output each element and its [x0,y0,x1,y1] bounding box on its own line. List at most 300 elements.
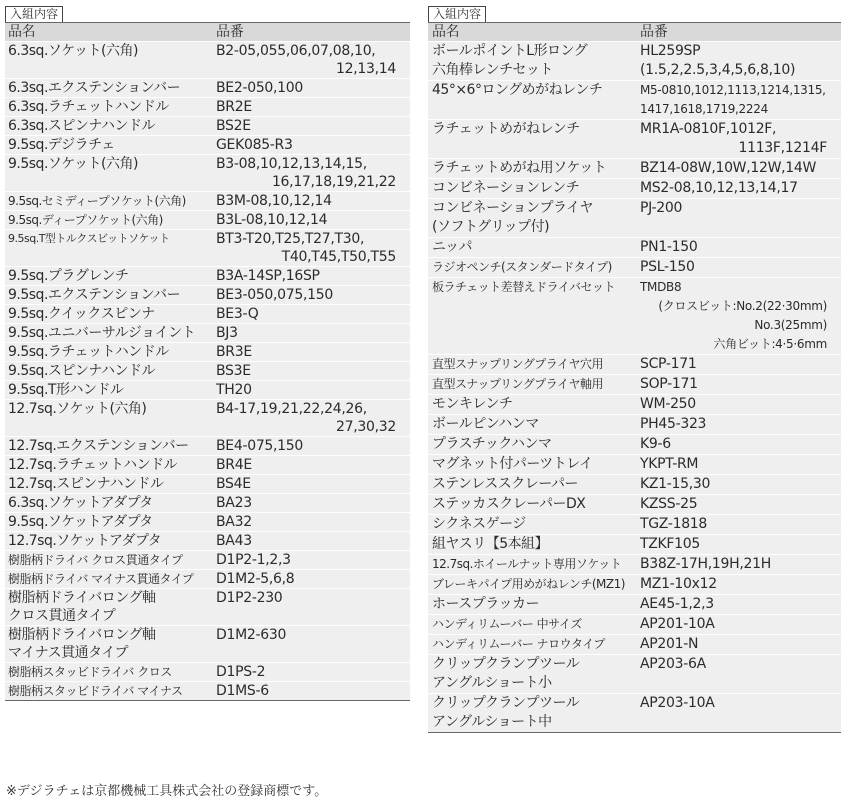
item-code [210,362,410,380]
item-code-line: MS2-08,10,12,13,14,17 [640,180,798,196]
item-name-line: 9.5sq.ソケット(六角) [8,156,138,172]
item-name [428,435,634,454]
item-name-line: ステッカスクレーパーDX [432,496,586,512]
item-code-line: B3-08,10,12,13,14,15, [216,156,367,172]
item-code [634,120,841,158]
item-code [634,415,841,434]
item-name-line: 9.5sq.プラグレンチ [8,268,129,284]
item-code-line: TMDB8 [640,280,682,294]
item-code-line: BR4E [216,457,252,473]
item-code-line: D1P2-1,2,3 [216,552,291,568]
item-code [210,324,410,342]
item-name [428,595,634,614]
item-code-line: No.3(25mm) [754,318,827,332]
item-code-line: (1.5,2,2.5,3,4,5,6,8,10) [640,62,796,78]
item-name [5,230,210,266]
item-name [5,324,210,342]
item-name [5,155,210,191]
item-code [210,79,410,97]
item-code-line: KZSS-25 [640,496,698,512]
item-name-line: 6.3sq.スピンナハンドル [8,118,156,134]
table-row [5,494,410,513]
item-name-line: アングルショート小 [432,675,552,691]
right-table [428,22,841,733]
item-name-line: ラチェットめがねレンチ [432,121,580,137]
item-code [634,575,841,594]
table-row [5,475,410,494]
item-name-line: マグネット付パーツトレイ [432,456,593,472]
item-name [428,81,634,119]
item-code [210,381,410,399]
item-code-line: BT3-T20,T25,T27,T30, [216,231,365,247]
item-name [5,626,210,662]
table-row [428,575,841,595]
item-name [5,267,210,285]
item-name-line: 9.5sq.ソケットアダプタ [8,514,153,530]
table-row [428,199,841,238]
table-row [428,655,841,694]
item-code [634,278,841,354]
table-row [5,267,410,286]
item-name [428,694,634,732]
item-name [428,415,634,434]
item-code [210,192,410,210]
item-code-line: BA43 [216,533,252,549]
item-code [634,535,841,554]
item-code [210,98,410,116]
table-row [428,395,841,415]
item-name-line: 樹脂柄スタッビドライバ マイナス [8,684,183,698]
item-code [210,211,410,229]
item-name [428,395,634,414]
table-row [428,120,841,159]
item-code [210,136,410,154]
item-name [428,159,634,178]
item-name-line: ハンディリムーバー ナロウタイプ [432,637,605,651]
item-code-line: AE45-1,2,3 [640,596,714,612]
table-row [5,98,410,117]
item-code [634,199,841,237]
table-row [5,682,410,700]
item-name-line: 12.7sq.ホイールナット専用ソケット [432,557,622,571]
column-header-code: 品番 [216,24,244,40]
item-code [634,595,841,614]
item-name-line: 組ヤスリ【5本組】 [432,536,549,552]
item-name [5,682,210,700]
column-header-code: 品番 [640,24,668,40]
item-name-line: ホースプラッカー [432,596,540,612]
item-code-line: BA23 [216,495,252,511]
table-row [5,42,410,79]
item-name-line: 9.5sq.T型トルクスビットソケット [8,232,170,245]
table-row [5,155,410,192]
table-row [5,589,410,626]
item-code [210,437,410,455]
item-name [428,455,634,474]
item-name [428,355,634,374]
item-name [5,494,210,512]
item-code [634,238,841,257]
item-name [5,192,210,210]
item-name-line: 12.7sq.エクステンションバー [8,438,189,454]
table-row [5,192,410,211]
item-name-line: モンキレンチ [432,396,513,412]
item-name-line: 12.7sq.ラチェットハンドル [8,457,178,473]
item-name-line: 9.5sq.ラチェットハンドル [8,344,169,360]
item-name-line: ラジオペンチ(スタンダードタイプ) [432,260,612,274]
item-name [5,532,210,550]
item-name [5,343,210,361]
item-code [210,532,410,550]
item-name-line: 9.5sq.スピンナハンドル [8,363,156,379]
item-code [634,81,841,119]
item-code [634,258,841,277]
item-name-line: 6.3sq.ソケットアダプタ [8,495,153,511]
item-code-line: D1PS-2 [216,664,266,680]
item-code [634,179,841,198]
item-code [210,42,410,78]
table-row [428,635,841,655]
item-name-line: ブレーキパイプ用めがねレンチ(MZ1) [432,577,625,591]
item-code [634,42,841,80]
item-code [634,395,841,414]
item-name [5,663,210,681]
item-code-line: 12,13,14 [336,61,396,77]
table-row [428,495,841,515]
table-row [428,159,841,179]
item-code-line: TGZ-1818 [640,516,708,532]
table-row [428,615,841,635]
table-row [428,694,841,732]
item-name-line: プラスチックハンマ [432,436,552,452]
item-code-line: BA32 [216,514,252,530]
item-code [210,589,410,625]
item-name-line: 12.7sq.ソケットアダプタ [8,533,162,549]
item-code-line: BE3-050,075,150 [216,287,333,303]
item-code-line: D1M2-630 [216,627,287,643]
item-code [634,375,841,394]
right-panel [428,3,841,733]
table-row [428,455,841,475]
item-code-line: B2-05,055,06,07,08,10, [216,43,376,59]
item-code-line: PN1-150 [640,239,698,255]
item-code [210,117,410,135]
item-code-line: TZKF105 [640,536,700,552]
item-name-line: 9.5sq.ユニバーサルジョイント [8,325,196,341]
item-name-line: 9.5sq.クイックスピンナ [8,306,155,322]
item-name-line: アングルショート中 [432,714,552,730]
table-row [5,551,410,570]
item-code [210,305,410,323]
item-name-line: 樹脂柄ドライバ クロス貫通タイプ [8,553,183,567]
item-name [428,238,634,257]
item-name-line: (ソフトグリップ付) [432,219,550,235]
table-row [5,117,410,136]
item-code [634,694,841,732]
item-code [634,159,841,178]
item-code-line: PJ-200 [640,200,683,216]
table-row [428,415,841,435]
left-panel [5,3,410,701]
item-code-line: GEK085-R3 [216,137,293,153]
item-code [634,555,841,574]
item-code [210,286,410,304]
table-row [5,136,410,155]
item-name [5,305,210,323]
item-code-line: SOP-171 [640,376,698,392]
item-code-line: BZ14-08W,10W,12W,14W [640,160,817,176]
item-code [210,456,410,474]
item-name-line: ハンディリムーバー 中サイズ [432,617,582,631]
table-row [5,570,410,589]
item-code [210,626,410,662]
item-code-line: KZ1-15,30 [640,476,711,492]
table-row [5,381,410,400]
item-name-line: クリップクランプツール [432,656,580,672]
trademark-footnote: ※デジラチェは京都機械工具株式会社の登録商標です。 [6,784,328,799]
item-code-line: B3M-08,10,12,14 [216,193,332,209]
item-name-line: 直型スナップリングプライヤ軸用 [432,377,603,391]
item-name-line: コンビネーションプライヤ [432,200,594,216]
item-code-line: 27,30,32 [336,419,396,435]
item-name-line: ラチェットめがね用ソケット [432,160,607,176]
item-code [210,267,410,285]
item-name-line: 樹脂柄ドライバロング軸 [8,590,156,606]
item-code [210,343,410,361]
item-code-line: D1P2-230 [216,590,283,606]
item-code [210,513,410,531]
table-row [5,305,410,324]
table-row [5,663,410,682]
item-name-line: 直型スナップリングプライヤ穴用 [432,357,603,371]
item-name [5,98,210,116]
item-name [5,286,210,304]
item-name-line: クリップクランプツール [432,695,580,711]
item-code-line: AP201-N [640,636,699,652]
item-name [428,199,634,237]
item-name-line: ステンレススクレーパー [432,476,579,492]
table-row [428,355,841,375]
item-code-line: BR3E [216,344,252,360]
item-code-line: BR2E [216,99,252,115]
item-code-line: T40,T45,T50,T55 [281,249,396,265]
table-row [428,375,841,395]
item-code-line: BE3-Q [216,306,259,322]
item-code-line: SCP-171 [640,356,697,372]
right-table-header [428,23,841,42]
item-name [5,437,210,455]
item-name-line: ボールポイントL形ロング [432,43,588,59]
item-name [428,120,634,158]
item-code [634,435,841,454]
item-code-line: MZ1-10x12 [640,576,717,592]
item-name-line: ボールピンハンマ [432,416,539,432]
item-code [210,155,410,191]
item-name-line: 9.5sq.T形ハンドル [8,382,124,398]
item-code-line: BS3E [216,363,251,379]
item-name [5,475,210,493]
table-row [5,343,410,362]
left-table-header [5,23,410,42]
table-row [428,238,841,258]
table-row [5,437,410,456]
item-code [634,635,841,654]
item-code-line: B3L-08,10,12,14 [216,212,328,228]
table-row [5,532,410,551]
table-row [428,475,841,495]
item-code [634,495,841,514]
right-panel-title: 入組内容 [428,6,486,22]
left-panel-title: 入組内容 [5,6,63,22]
table-row [428,179,841,199]
item-code [210,570,410,588]
item-code-line: AP203-6A [640,656,706,672]
item-name-line: コンビネーションレンチ [432,180,580,196]
item-name [428,179,634,198]
table-row [5,79,410,98]
item-code-line: PH45-323 [640,416,707,432]
table-row [5,324,410,343]
item-name-line: 9.5sq.デジラチェ [8,137,115,153]
item-code [634,355,841,374]
item-name [428,575,634,594]
item-code [634,455,841,474]
item-name-line: 45°×6°ロングめがねレンチ [432,82,603,98]
item-code-line: MR1A-0810F,1012F, [640,121,777,137]
item-code-line: BS2E [216,118,251,134]
table-row [5,286,410,305]
item-name [5,400,210,436]
table-row [428,258,841,278]
item-code-line: 1113F,1214F [738,140,827,156]
item-code [634,475,841,494]
item-code [210,494,410,512]
item-name-line: 12.7sq.スピンナハンドル [8,476,164,492]
item-code [634,515,841,534]
item-name-line: 樹脂柄ドライバロング軸 [8,627,156,643]
item-code [634,615,841,634]
item-name [428,278,634,354]
item-name [5,551,210,569]
item-name-line: 9.5sq.エクステンションバー [8,287,181,303]
table-row [5,456,410,475]
item-code-line: B38Z-17H,19H,21H [640,556,771,572]
item-name [428,555,634,574]
table-row [428,42,841,81]
item-name [428,615,634,634]
item-code-line: 1417,1618,1719,2224 [640,102,768,116]
item-name-line: 12.7sq.ソケット(六角) [8,401,147,417]
item-code [210,682,410,700]
item-code-line: B4-17,19,21,22,24,26, [216,401,367,417]
item-code [634,655,841,693]
item-name [5,42,210,78]
item-code-line: AP201-10A [640,616,715,632]
item-name-line: 9.5sq.ディープソケット(六角) [8,213,163,227]
column-header-name: 品名 [432,24,459,40]
item-name [428,258,634,277]
item-name-line: 樹脂柄スタッビドライバ クロス [8,665,172,679]
table-row [428,535,841,555]
item-name [5,117,210,135]
table-row [5,230,410,267]
table-row [428,435,841,455]
item-code [210,400,410,436]
item-name [428,375,634,394]
item-code-line: M5-0810,1012,1113,1214,1315, [640,83,826,97]
table-row [428,555,841,575]
item-code-line: PSL-150 [640,259,695,275]
item-name [428,535,634,554]
item-name-line: シクネスゲージ [432,516,526,532]
item-name-line: マイナス貫通タイプ [8,645,128,661]
item-code-line: D1MS-6 [216,683,269,699]
item-name-line: クロス貫通タイプ [8,608,116,624]
item-code-line: YKPT-RM [640,456,699,472]
item-name [428,655,634,693]
item-name-line: ニッパ [432,239,472,255]
table-row [428,278,841,355]
item-name [428,42,634,80]
item-name [5,211,210,229]
item-name-line: 六角棒レンチセット [432,62,553,78]
item-name [428,475,634,494]
table-row [5,400,410,437]
column-header-name: 品名 [8,24,35,40]
table-row [428,595,841,615]
item-code-line: TH20 [216,382,252,398]
item-code-line: (クロスビット:No.2(22·30mm) [658,299,827,313]
item-name-line: 6.3sq.ソケット(六角) [8,43,138,59]
left-table [5,22,410,701]
item-code-line: AP203-10A [640,695,715,711]
item-name [428,515,634,534]
item-name-line: 6.3sq.ラチェットハンドル [8,99,169,115]
table-row [5,513,410,532]
item-code-line: BE4-075,150 [216,438,304,454]
item-code [210,551,410,569]
item-name [5,589,210,625]
item-code-line: HL259SP [640,43,701,59]
table-row [428,81,841,120]
item-code-line: WM-250 [640,396,696,412]
item-name [5,570,210,588]
item-code-line: B3A-14SP,16SP [216,268,320,284]
table-row [5,211,410,230]
table-row [5,626,410,663]
item-name [5,456,210,474]
item-name [5,381,210,399]
item-name [5,136,210,154]
table-row [428,515,841,535]
item-name [428,635,634,654]
item-code-line: BJ3 [216,325,238,341]
item-code-line: K9-6 [640,436,671,452]
item-name-line: 樹脂柄ドライバ マイナス貫通タイプ [8,572,194,586]
item-code-line: BS4E [216,476,251,492]
item-name [5,79,210,97]
table-row [5,362,410,381]
item-code [210,475,410,493]
item-name-line: 板ラチェット差替えドライバセット [432,280,616,294]
item-code-line: 16,17,18,19,21,22 [271,174,396,190]
item-name [428,495,634,514]
item-name [5,513,210,531]
item-name-line: 6.3sq.エクステンションバー [8,80,181,96]
item-code-line: BE2-050,100 [216,80,304,96]
item-code [210,663,410,681]
item-code-line: D1M2-5,6,8 [216,571,295,587]
